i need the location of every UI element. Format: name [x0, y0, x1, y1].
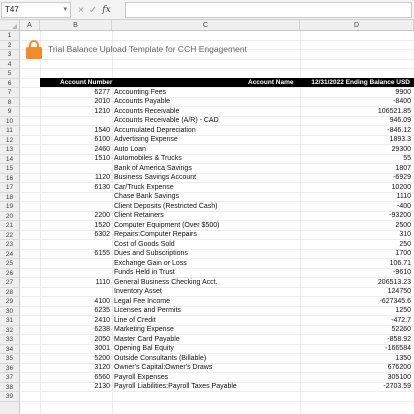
balance-cell[interactable]: 1893.3	[389, 136, 411, 143]
header-account-number: Account Number	[60, 79, 113, 86]
balance-cell[interactable]: -2703.59	[383, 383, 411, 390]
table-row[interactable]	[21, 316, 414, 326]
account-number-cell[interactable]: 6238	[94, 326, 110, 333]
account-name-cell[interactable]: Accounts Receivable (A/R) - CAD	[114, 117, 219, 124]
table-row[interactable]	[21, 287, 414, 297]
account-number-cell[interactable]: 6100	[94, 136, 110, 143]
balance-cell[interactable]: -166584	[385, 345, 411, 352]
account-number-cell[interactable]: 6130	[94, 183, 110, 191]
row-header[interactable]: 3	[0, 50, 19, 60]
row-header[interactable]: 8	[0, 98, 19, 108]
column-header-d[interactable]: D	[300, 20, 414, 31]
column-header-c[interactable]: C	[112, 20, 300, 31]
account-number-cell[interactable]: 2050	[94, 335, 110, 343]
row-header[interactable]: 1	[0, 31, 19, 41]
table-row[interactable]	[21, 221, 414, 231]
row-header[interactable]: 18	[0, 193, 19, 203]
balance-cell[interactable]: -858.92	[387, 335, 411, 343]
table-row[interactable]	[21, 126, 414, 136]
account-name-cell[interactable]: Payroll Expenses	[114, 373, 169, 381]
table-row[interactable]	[21, 183, 414, 193]
account-number-cell[interactable]: 3001	[94, 345, 110, 352]
table-row[interactable]	[21, 325, 414, 335]
balance-cell[interactable]: 1807	[395, 164, 411, 172]
account-name-cell[interactable]: Advertising Expense	[114, 136, 178, 143]
account-number-cell[interactable]: 3120	[94, 364, 110, 371]
table-row[interactable]	[21, 335, 414, 345]
table-row[interactable]	[21, 240, 414, 250]
account-number-cell[interactable]: 6277	[94, 88, 110, 96]
cancel-icon[interactable]: ×	[78, 4, 84, 16]
row-header[interactable]: 15	[0, 164, 19, 174]
table-row[interactable]	[21, 268, 414, 278]
table-row[interactable]	[21, 116, 414, 126]
account-name-cell[interactable]: Marketing Expense	[114, 326, 174, 333]
table-row[interactable]	[21, 249, 414, 259]
account-number-cell[interactable]: 2010	[94, 98, 110, 105]
balance-cell[interactable]: 2500	[395, 221, 411, 229]
account-name-cell[interactable]: Client Deposits (Restricted Cash)	[114, 202, 218, 210]
balance-cell[interactable]: 1110	[396, 193, 411, 200]
row-header[interactable]: 2	[0, 41, 19, 51]
row-header[interactable]: 6	[0, 79, 19, 89]
row-header[interactable]: 31	[0, 316, 19, 326]
balance-cell[interactable]: -8400	[393, 98, 411, 105]
confirm-icon[interactable]: ✓	[88, 4, 98, 16]
account-name-cell[interactable]: Opening Bal Equity	[114, 345, 174, 352]
account-number-cell[interactable]: 6155	[94, 250, 110, 257]
account-number-cell[interactable]: 1210	[94, 107, 110, 115]
account-name-cell[interactable]: Master Card Payable	[114, 335, 180, 343]
row-header[interactable]: 38	[0, 383, 19, 393]
column-header-a[interactable]: A	[20, 20, 40, 31]
row-header[interactable]: 4	[0, 60, 19, 70]
account-name-cell[interactable]: Bank of America Savings	[114, 164, 192, 172]
table-row[interactable]	[21, 173, 414, 183]
table-row[interactable]	[21, 164, 414, 174]
account-name-cell[interactable]: Accounting Fees	[114, 88, 167, 96]
row-header[interactable]: 29	[0, 297, 19, 307]
account-name-cell[interactable]: Accumulated Depreciation	[114, 126, 196, 134]
gridline	[21, 31, 414, 41]
table-row[interactable]	[21, 107, 414, 117]
account-name-cell[interactable]: Cost of Goods Sold	[114, 240, 175, 248]
account-name-cell[interactable]: Outside Consultants (Billable)	[114, 354, 207, 362]
balance-cell[interactable]: 310	[399, 231, 411, 238]
row-headers	[0, 31, 20, 414]
account-name-cell[interactable]: Client Retainers	[114, 212, 164, 219]
table-row[interactable]	[21, 354, 414, 364]
account-number-cell[interactable]: 6560	[94, 373, 110, 381]
formula-input[interactable]	[125, 2, 412, 18]
row-header[interactable]: 22	[0, 231, 19, 241]
balance-cell[interactable]: 9900	[395, 88, 411, 96]
account-number-cell[interactable]: 1520	[94, 221, 110, 229]
account-number-cell[interactable]: 2200	[94, 212, 110, 219]
gridline	[21, 392, 414, 402]
account-name-cell[interactable]: Repairs:Computer Repairs	[114, 231, 197, 238]
row-header[interactable]: 7	[0, 88, 19, 98]
balance-cell[interactable]: 305100	[387, 373, 411, 381]
row-header[interactable]: 27	[0, 278, 19, 288]
row-header[interactable]: 35	[0, 354, 19, 364]
account-name-cell[interactable]: Exchange Gain or Loss	[114, 259, 187, 267]
balance-cell[interactable]: -472.7	[391, 316, 411, 324]
account-name-cell[interactable]: Owner's Capital:Owner's Draws	[114, 364, 213, 371]
row-header[interactable]: 33	[0, 335, 19, 345]
account-name-cell[interactable]: Payroll Liabilities:Payroll Taxes Payable	[114, 383, 237, 390]
table-row[interactable]	[21, 230, 414, 240]
account-table	[21, 88, 414, 392]
column-headers	[0, 20, 414, 31]
account-number-cell[interactable]: 1510	[94, 155, 110, 162]
account-name-cell[interactable]: Computer Equipment (Over $500)	[114, 221, 220, 229]
spreadsheet-grid[interactable]	[21, 31, 414, 414]
account-name-cell[interactable]: Chase Bank Savings	[114, 193, 179, 200]
account-number-cell[interactable]: 6235	[94, 307, 110, 314]
header-account-name: Account Name	[248, 79, 294, 86]
balance-cell[interactable]: 106.71	[389, 259, 411, 267]
balance-cell[interactable]: -846.12	[387, 126, 411, 134]
balance-cell[interactable]: -627345.6	[379, 297, 411, 305]
row-header[interactable]: 32	[0, 326, 19, 336]
balance-cell[interactable]: 52260	[391, 326, 411, 333]
account-name-cell[interactable]: Dues and Subscriptions	[114, 250, 188, 257]
row-header[interactable]: 16	[0, 174, 19, 184]
balance-cell[interactable]: -6929	[393, 174, 411, 181]
row-header[interactable]: 19	[0, 202, 19, 212]
row-header[interactable]: 13	[0, 145, 19, 155]
account-number-cell[interactable]: 2460	[94, 145, 110, 153]
row-header[interactable]: 36	[0, 364, 19, 374]
balance-cell[interactable]: -93200	[389, 212, 411, 219]
row-header[interactable]: 23	[0, 240, 19, 250]
table-row[interactable]	[21, 297, 414, 307]
table-row[interactable]	[21, 373, 414, 383]
table-row[interactable]	[21, 88, 414, 98]
balance-cell[interactable]: -400	[396, 202, 411, 210]
header-balance: 12/31/2022 Ending Balance USD	[311, 79, 410, 86]
balance-cell[interactable]: 250	[399, 240, 411, 248]
cell-reference: T47	[5, 5, 19, 14]
balance-cell[interactable]: 29300	[391, 145, 411, 153]
row-header[interactable]: 24	[0, 250, 19, 260]
row-header[interactable]: 26	[0, 269, 19, 279]
row-header[interactable]: 10	[0, 117, 19, 127]
row-header[interactable]: 12	[0, 136, 19, 146]
account-number-cell[interactable]: 4100	[94, 297, 110, 305]
account-name-cell[interactable]: Legal Fee Income	[114, 297, 171, 305]
account-number-cell[interactable]: 6302	[94, 231, 110, 238]
balance-cell[interactable]: -9610	[393, 269, 411, 276]
table-row[interactable]	[21, 145, 414, 155]
balance-cell[interactable]: 1250	[395, 307, 411, 314]
row-header[interactable]: 11	[0, 126, 19, 136]
account-name-cell[interactable]: Funds Held in Trust	[114, 269, 175, 276]
balance-cell[interactable]: 206513.23	[377, 278, 411, 286]
row-header[interactable]: 14	[0, 155, 19, 165]
account-name-cell[interactable]: Accounts Receivable	[114, 107, 180, 115]
account-number-cell[interactable]: 2130	[94, 383, 110, 390]
table-row[interactable]	[21, 211, 414, 221]
account-name-cell[interactable]: General Business Checking Acct.	[114, 278, 218, 286]
row-header[interactable]: 17	[0, 183, 19, 193]
balance-cell[interactable]: 676200	[387, 364, 411, 371]
row-header[interactable]: 37	[0, 373, 19, 383]
formula-bar-controls	[78, 2, 124, 18]
account-number-cell[interactable]: 1120	[94, 174, 110, 181]
select-all-button[interactable]	[0, 20, 20, 31]
table-row[interactable]	[21, 382, 414, 392]
account-name-cell[interactable]: Inventory Asset	[114, 288, 162, 295]
name-box[interactable]	[1, 2, 71, 18]
table-row[interactable]	[21, 363, 414, 373]
row-header[interactable]: 20	[0, 212, 19, 222]
row-header[interactable]: 5	[0, 69, 19, 79]
insert-function-icon[interactable]: fx	[102, 5, 111, 15]
table-row[interactable]	[21, 306, 414, 316]
balance-cell[interactable]: 946.09	[389, 117, 411, 124]
lock-logo-icon	[25, 39, 43, 59]
account-name-cell[interactable]: Automobiles & Trucks	[114, 155, 182, 162]
table-row[interactable]	[21, 192, 414, 202]
table-row[interactable]	[21, 278, 414, 288]
balance-cell[interactable]: 106521.85	[377, 107, 411, 115]
table-row[interactable]	[21, 344, 414, 354]
row-header[interactable]: 30	[0, 307, 19, 317]
table-row[interactable]	[21, 97, 414, 107]
row-header[interactable]: 34	[0, 345, 19, 355]
formula-bar	[0, 0, 414, 20]
balance-cell[interactable]: 1350	[395, 354, 411, 362]
gridline	[21, 60, 414, 70]
account-name-cell[interactable]: Accounts Payable	[114, 98, 171, 105]
row-header[interactable]: 39	[0, 392, 19, 402]
row-header[interactable]: 25	[0, 259, 19, 269]
account-name-cell[interactable]: Licenses and Permits	[114, 307, 181, 314]
row-header[interactable]: 9	[0, 107, 19, 117]
row-header[interactable]: 21	[0, 221, 19, 231]
chevron-down-icon[interactable]: ▾	[63, 6, 67, 13]
account-number-cell[interactable]: 1110	[95, 278, 110, 286]
column-header-b[interactable]: B	[40, 20, 112, 31]
row-header[interactable]: 28	[0, 288, 19, 298]
account-name-cell[interactable]: Line of Credit	[114, 316, 156, 324]
account-number-cell[interactable]: 2410	[94, 316, 110, 324]
table-row[interactable]	[21, 154, 414, 164]
balance-cell[interactable]: 10200	[391, 183, 411, 191]
account-name-cell[interactable]: Business Savings Account	[114, 174, 197, 181]
page-title: Trial Balance Upload Template for CCH Engagement	[48, 44, 247, 54]
balance-cell[interactable]: 1700	[395, 250, 411, 257]
balance-cell[interactable]: 55	[403, 155, 411, 162]
table-header	[40, 78, 414, 87]
account-number-cell[interactable]: 5200	[94, 354, 110, 362]
balance-cell[interactable]: 124750	[387, 288, 411, 295]
account-number-cell[interactable]: 1540	[94, 126, 110, 134]
table-row[interactable]	[21, 202, 414, 212]
account-name-cell[interactable]: Car/Truck Expense	[114, 183, 174, 191]
table-row[interactable]	[21, 259, 414, 269]
account-name-cell[interactable]: Auto Loan	[114, 145, 146, 153]
table-row[interactable]	[21, 135, 414, 145]
